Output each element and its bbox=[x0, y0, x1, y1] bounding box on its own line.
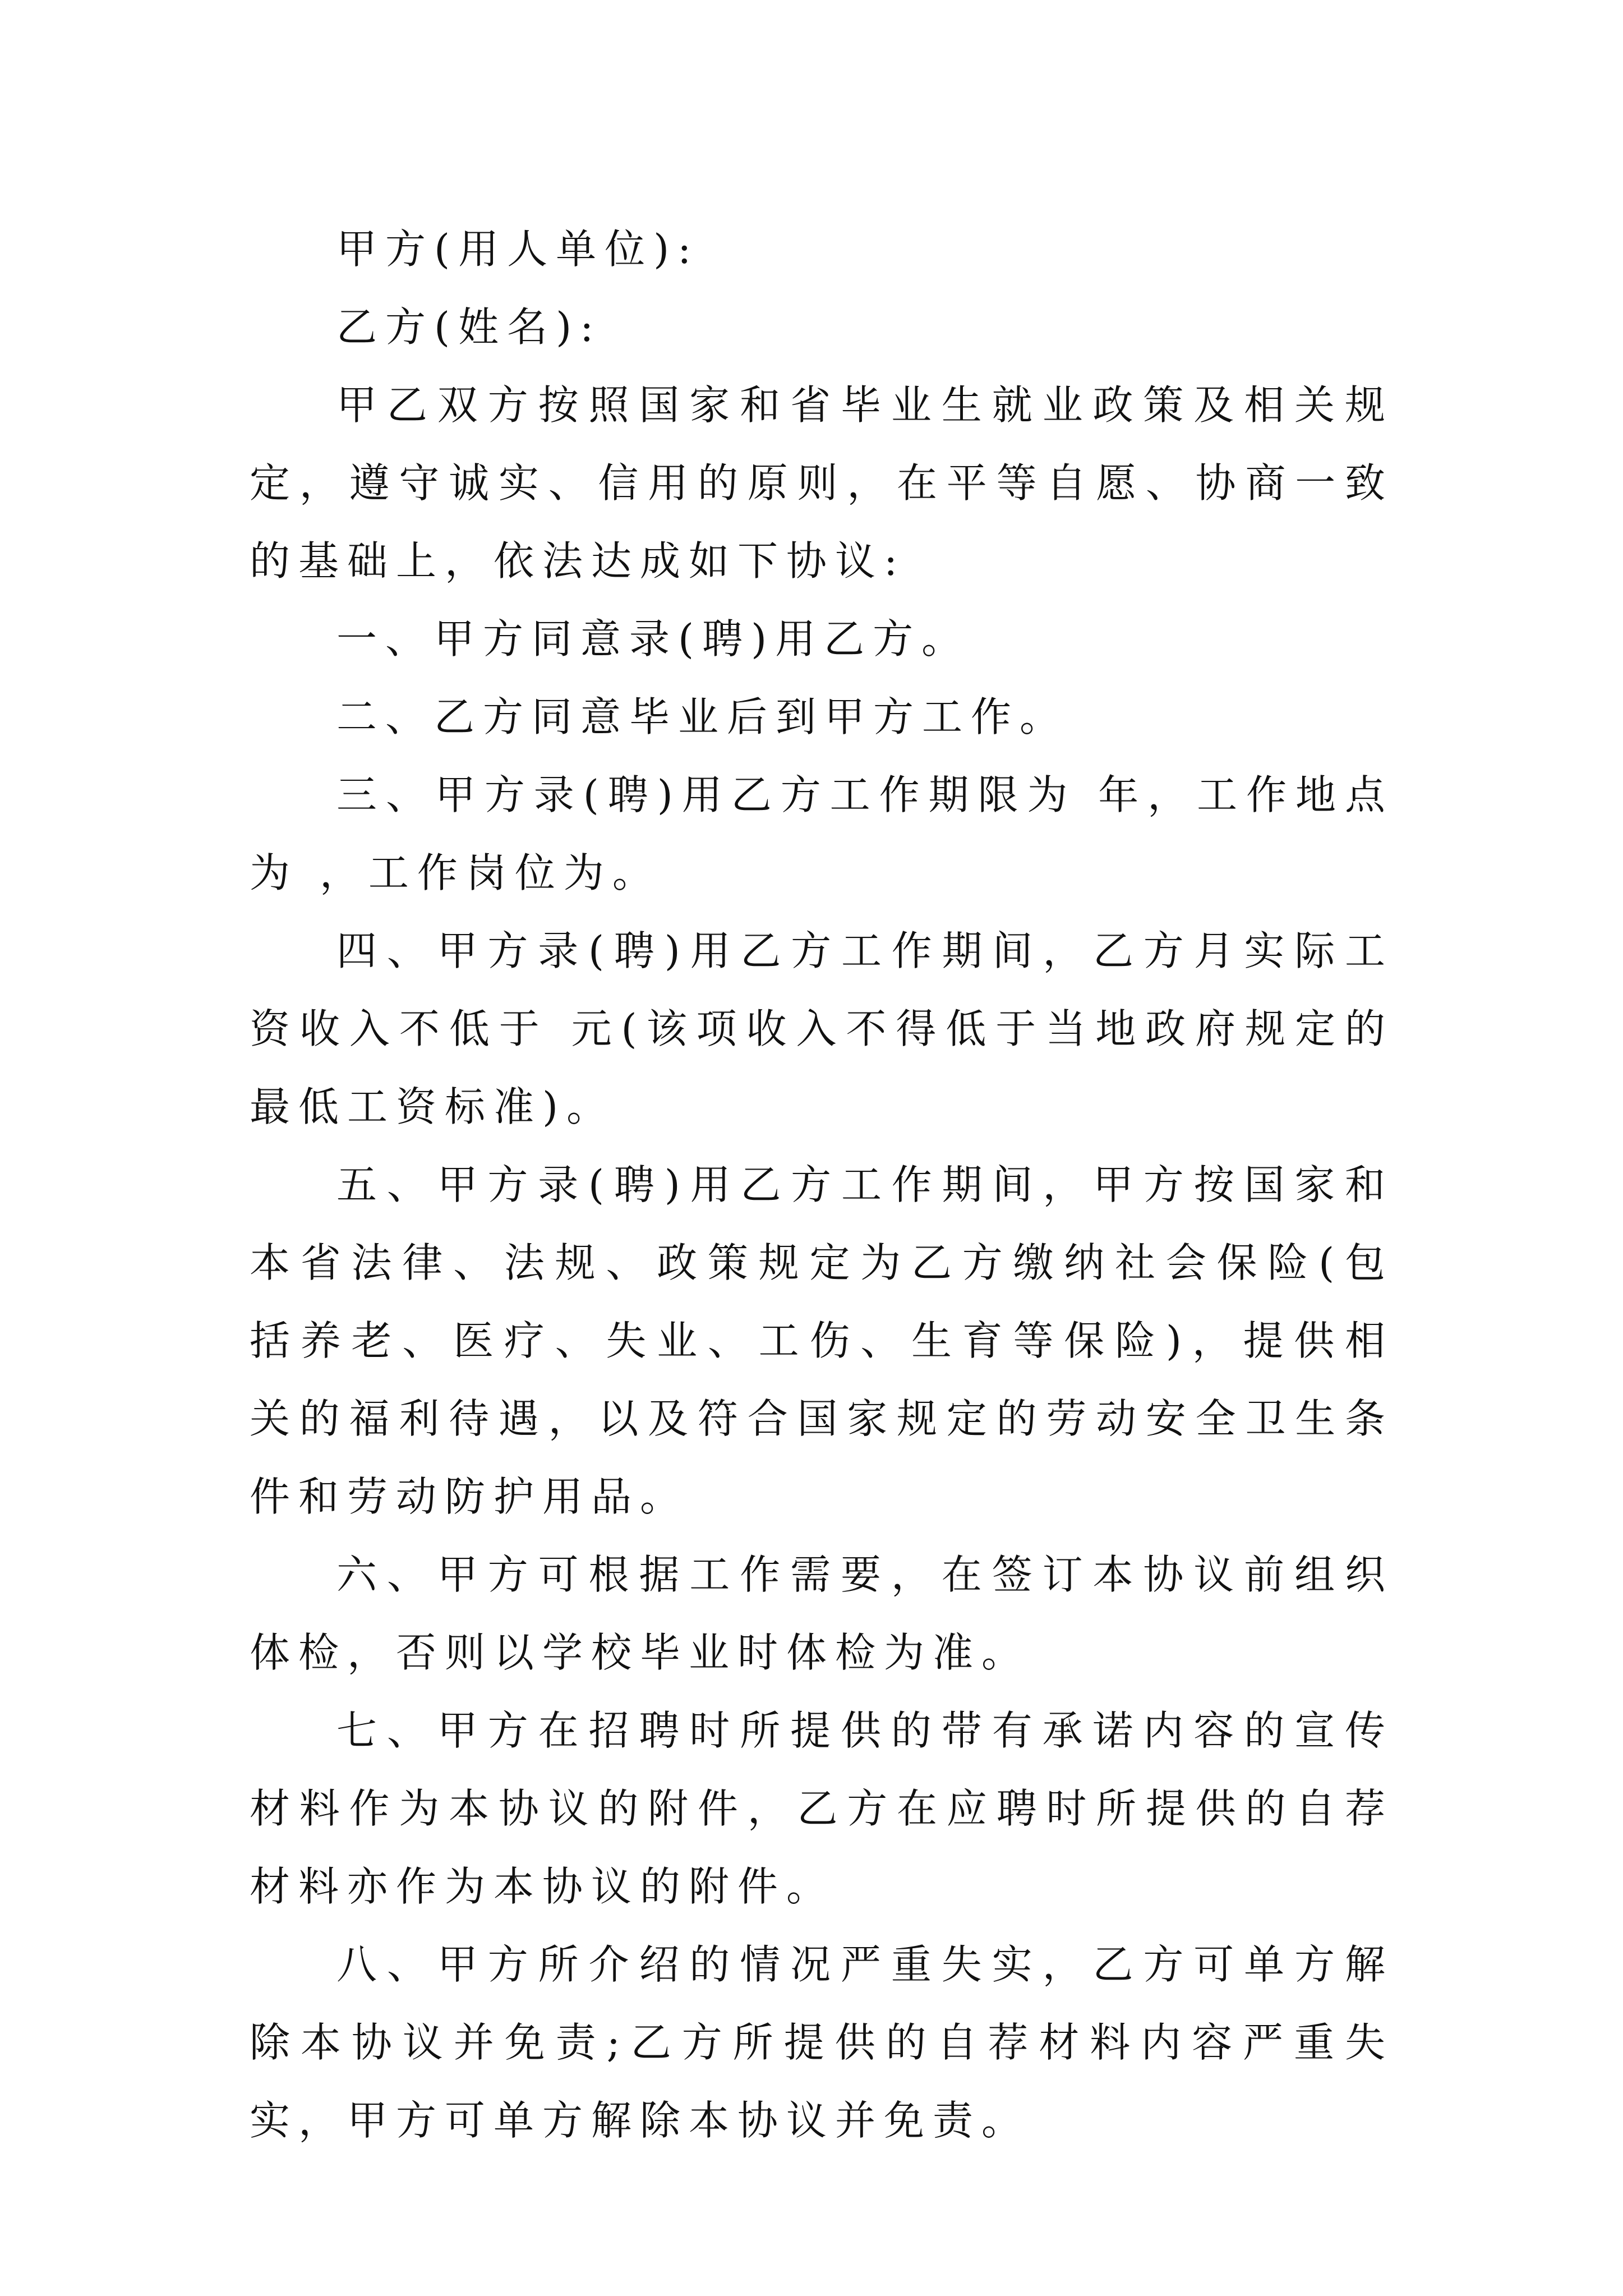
clause-6: 六、甲方可根据工作需要，在签订本协议前组织体检，否则以学校毕业时体检为准。 bbox=[250, 1551, 1394, 1676]
agreement-body bbox=[250, 210, 1394, 2160]
clause-7: 七、甲方在招聘时所提供的带有承诺内容的宣传材料作为本协议的附件，乙方在应聘时所提供的自荐材料亦作为本协议的附件。 bbox=[250, 1707, 1394, 1910]
clause-2: 二、乙方同意毕业后到甲方工作。 bbox=[336, 693, 1069, 740]
clause-3: 三、甲方录(聘)用乙方工作期限为 年，工作地点为 ，工作岗位为。 bbox=[250, 771, 1394, 896]
clause-1: 一、甲方同意录(聘)用乙方。 bbox=[336, 615, 971, 662]
clause-5: 五、甲方录(聘)用乙方工作期间，甲方按国家和本省法律、法规、政策规定为乙方缴纳社会保险(包括养老、医疗、失业、工伤、生育等保险)，提供相关的福利待遇，以及符合国家规定的劳动安全卫生条件和劳动防护用品。 bbox=[250, 1161, 1394, 1520]
party-b-line: 乙方(姓名): bbox=[336, 303, 602, 351]
clause-8: 八、甲方所介绍的情况严重失实，乙方可单方解除本协议并免责;乙方所提供的自荐材料内容严重失实，甲方可单方解除本协议并免责。 bbox=[250, 1941, 1394, 2144]
preamble-paragraph: 甲乙双方按照国家和省毕业生就业政策及相关规定，遵守诚实、信用的原则，在平等自愿、协商一致的基础上，依法达成如下协议: bbox=[250, 381, 1394, 585]
party-a-line: 甲方(用人单位): bbox=[336, 226, 700, 273]
clause-4: 四、甲方录(聘)用乙方工作期间，乙方月实际工资收入不低于 元(该项收入不得低于当地政府规定的最低工资标准)。 bbox=[250, 927, 1394, 1130]
